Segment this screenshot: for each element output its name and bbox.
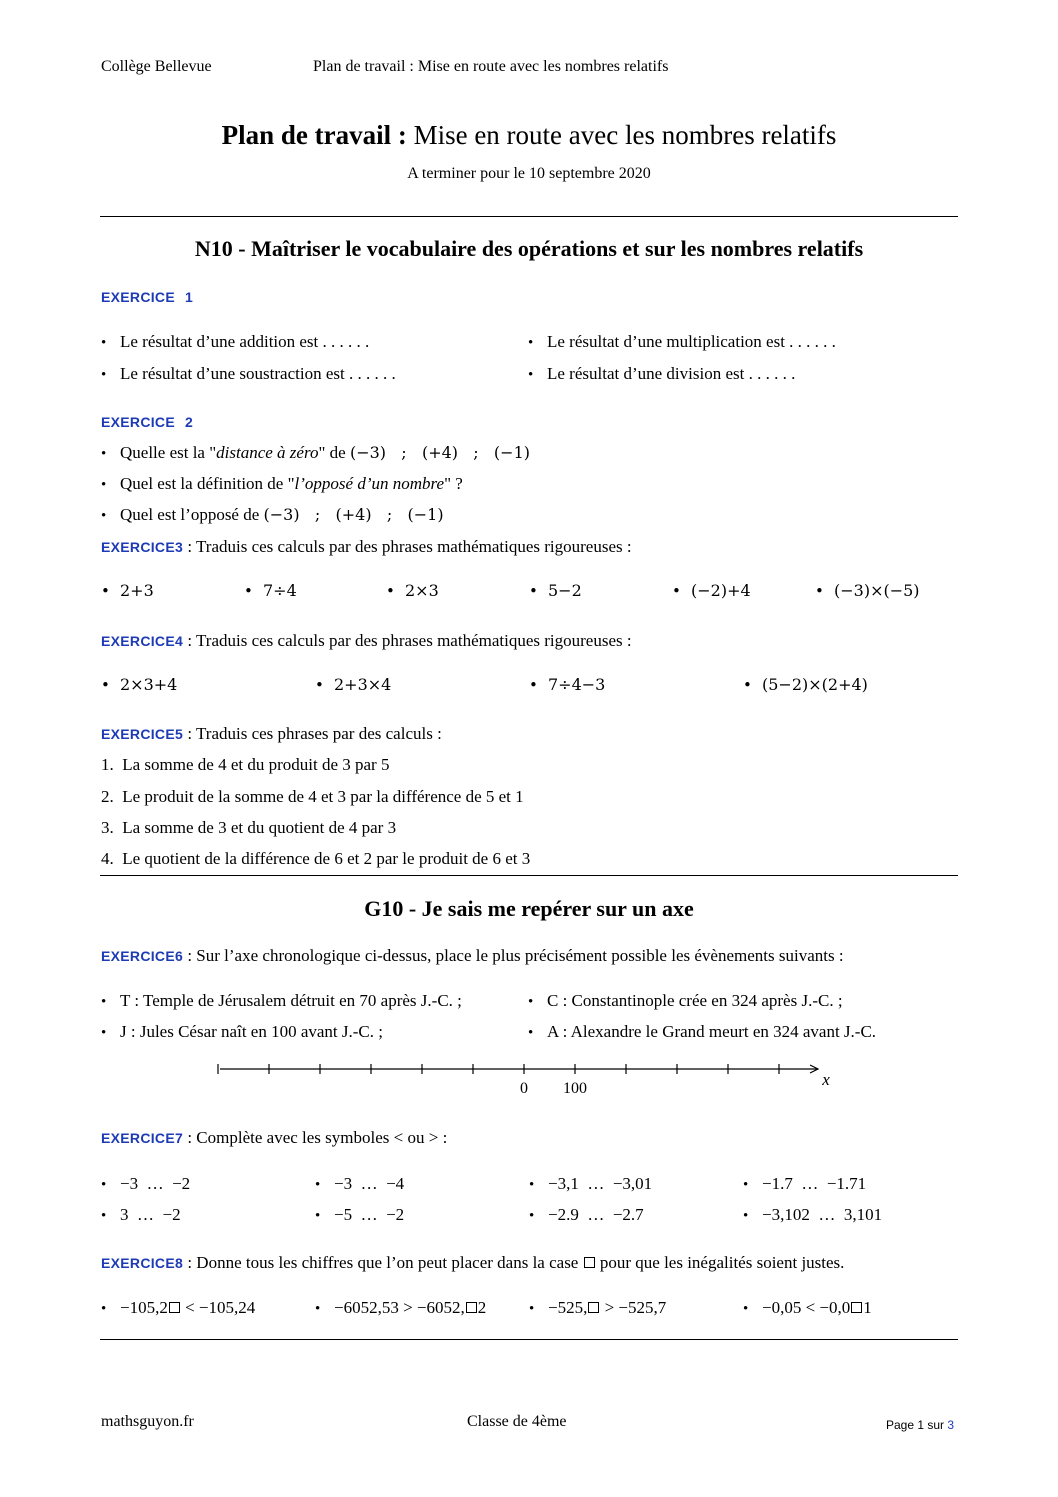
header-plan: Plan de travail : Mise en route avec les nombres relatifs <box>313 58 669 75</box>
exercise-1-label: EXERCICE 1 <box>101 289 194 305</box>
empty-box-icon <box>851 1302 862 1313</box>
page-subtitle: A terminer pour le 10 septembre 2020 <box>407 165 651 182</box>
ex7-item: • −5 … −2 <box>315 1205 404 1225</box>
empty-box-icon <box>466 1302 477 1313</box>
ex7-item: • −3,1 … −3,01 <box>529 1174 652 1194</box>
ex3-item: • 2×3 <box>386 581 439 600</box>
exercise-7-heading: EXERCICE7 : Complète avec les symboles < ou > : <box>101 1128 448 1147</box>
exercise-8-heading: EXERCICE8 : Donne tous les chiffres que l’on peut placer dans la case pour que les inégalités soient justes. <box>101 1253 845 1272</box>
number-line <box>0 1055 1058 1100</box>
ex2-question-2: • Quel est la définition de "l’opposé d’un nombre" ? <box>101 474 463 494</box>
ex5-item: 3. La somme de 3 et du quotient de 4 par 3 <box>101 818 397 837</box>
ex7-item: • 3 … −2 <box>101 1205 181 1225</box>
exercise-5-heading: EXERCICE5 : Traduis ces phrases par des calculs : <box>101 724 442 743</box>
ex6-item: • A : Alexandre le Grand meurt en 324 avant J.-C. <box>528 1022 876 1042</box>
ex7-item: • −1.7 … −1.71 <box>743 1174 866 1194</box>
ex4-item: • 2+3×4 <box>315 675 391 694</box>
ex3-item: • 7÷4 <box>244 581 297 600</box>
ex2-question-1: • Quelle est la "distance à zéro" de (−3) ; (+4) ; (−1) <box>101 443 530 463</box>
divider <box>100 875 958 876</box>
ex8-item: • −0,05 < −0,0 1 <box>743 1298 872 1318</box>
ex6-item: • T : Temple de Jérusalem détruit en 70 après J.-C. ; <box>101 991 462 1011</box>
ex4-item: • (5−2)×(2+4) <box>743 675 868 694</box>
ex1-item: • Le résultat d’une soustraction est . . . . . . <box>101 364 396 384</box>
exercise-4-heading: EXERCICE4 : Traduis ces calculs par des phrases mathématiques rigoureuses : <box>101 631 632 650</box>
header-school: Collège Bellevue <box>101 58 212 75</box>
tick-label-100: 100 <box>563 1080 587 1097</box>
ex3-item: • 5−2 <box>529 581 582 600</box>
ex6-item: • C : Constantinople crée en 324 après J.-C. ; <box>528 991 843 1011</box>
ex1-item: • Le résultat d’une division est . . . . . . <box>528 364 795 384</box>
ex5-item: 4. Le quotient de la différence de 6 et 2 par le produit de 6 et 3 <box>101 849 531 868</box>
ex5-item: 1. La somme de 4 et du produit de 3 par 5 <box>101 755 390 774</box>
ex1-item: • Le résultat d’une addition est . . . . . . <box>101 332 369 352</box>
section-title-g10: G10 - Je sais me repérer sur un axe <box>364 896 694 921</box>
divider <box>100 216 958 217</box>
empty-box-icon <box>169 1302 180 1313</box>
tick-label-0: 0 <box>520 1080 528 1097</box>
axis-variable: x <box>822 1070 830 1089</box>
ex3-item: • (−3)×(−5) <box>815 581 920 600</box>
ex8-item: • −105,2 < −105,24 <box>101 1298 255 1318</box>
ex3-item: • 2+3 <box>101 581 154 600</box>
footer-class: Classe de 4ème <box>467 1413 567 1430</box>
page-title <box>0 120 1058 151</box>
ex6-item: • J : Jules César naît en 100 avant J.-C. ; <box>101 1022 383 1042</box>
page-title-bold: Plan de travail : <box>221 120 407 150</box>
empty-box-icon <box>584 1257 595 1268</box>
empty-box-icon <box>588 1302 599 1313</box>
ex7-item: • −3 … −2 <box>101 1174 190 1194</box>
ex2-question-3: • Quel est l’opposé de (−3) ; (+4) ; (−1) <box>101 505 444 525</box>
ex4-item: • 2×3+4 <box>101 675 177 694</box>
ex1-item: • Le résultat d’une multiplication est . . . . . . <box>528 332 836 352</box>
footer-page-number: Page 1 sur 3 <box>886 1418 955 1432</box>
section-title-n10: N10 - Maîtriser le vocabulaire des opérations et sur les nombres relatifs <box>194 236 864 261</box>
ex7-item: • −3,102 … 3,101 <box>743 1205 882 1225</box>
ex5-item: 2. Le produit de la somme de 4 et 3 par la différence de 5 et 1 <box>101 787 524 806</box>
ex4-item: • 7÷4−3 <box>529 675 605 694</box>
footer-site: mathsguyon.fr <box>101 1413 194 1430</box>
exercise-2-label: EXERCICE 2 <box>101 414 194 430</box>
ex7-item: • −3 … −4 <box>315 1174 404 1194</box>
exercise-6-heading: EXERCICE6 : Sur l’axe chronologique ci-dessus, place le plus précisément possible les évènements suivants : <box>101 946 844 965</box>
ex3-item: • (−2)+4 <box>672 581 751 600</box>
divider <box>100 1339 958 1340</box>
ex8-item: • −525, > −525,7 <box>529 1298 666 1318</box>
exercise-3-heading: EXERCICE3 : Traduis ces calculs par des phrases mathématiques rigoureuses : <box>101 537 632 556</box>
page-title-rest: Mise en route avec les nombres relatifs <box>413 120 837 150</box>
ex8-item: • −6052,53 > −6052, 2 <box>315 1298 486 1318</box>
ex7-item: • −2.9 … −2.7 <box>529 1205 644 1225</box>
